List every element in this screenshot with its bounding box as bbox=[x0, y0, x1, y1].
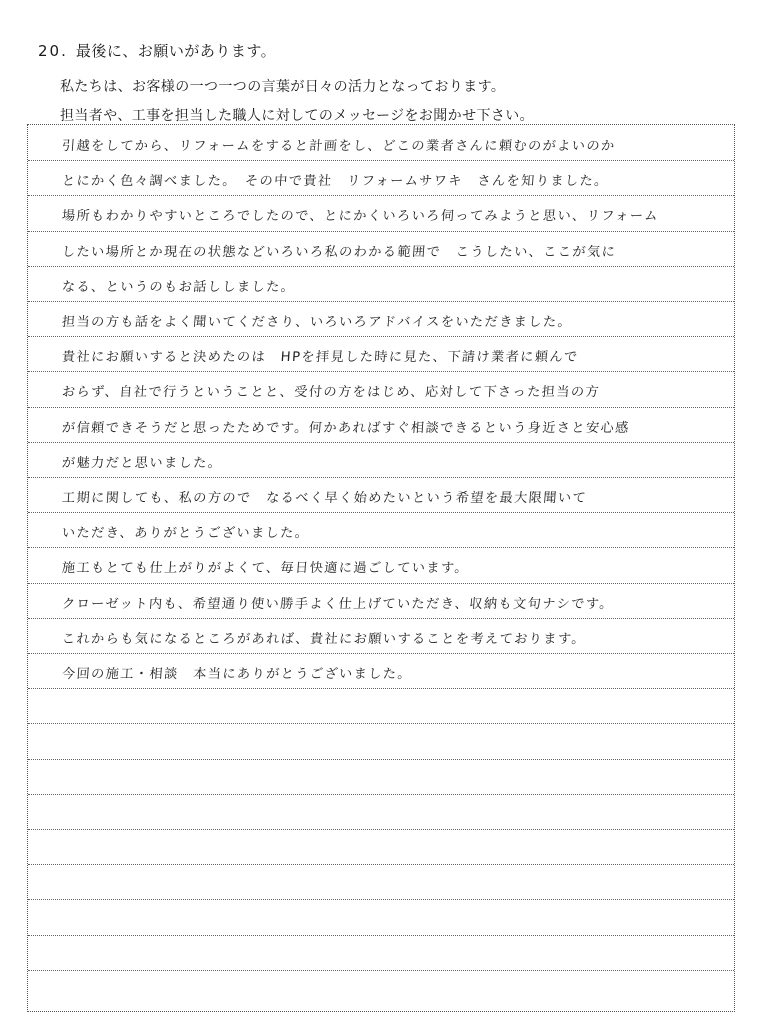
ruled-line bbox=[28, 653, 734, 654]
handwritten-line: 今回の施工・相談 本当にありがとうございました。 bbox=[61, 667, 413, 682]
ruled-line bbox=[28, 231, 734, 232]
handwritten-line: 工期に関しても、私の方ので なるべく早く始めたいという希望を最大限聞いて bbox=[61, 491, 588, 506]
ruled-line bbox=[28, 371, 734, 372]
question-intro-line-1: 私たちは、お客様の一つ一つの言葉が日々の活力となっております。 bbox=[60, 79, 506, 95]
handwritten-line: おらず、自社で行うということと、受付の方をはじめ、応対して下さった担当の方 bbox=[61, 385, 601, 401]
ruled-line bbox=[28, 829, 734, 830]
ruled-line bbox=[28, 759, 734, 760]
handwritten-line: 引越をしてから、リフォームをすると計画をし、どこの業者さんに頼むのがよいのか bbox=[61, 139, 617, 154]
question-number: 20. bbox=[38, 42, 68, 60]
ruled-line bbox=[28, 301, 734, 302]
ruled-line bbox=[28, 160, 734, 161]
handwritten-line: が魅力だと思いました。 bbox=[61, 455, 223, 471]
handwritten-line: 場所もわかりやすいところでしたので、とにかくいろいろ伺ってみようと思い、リフォーム bbox=[61, 209, 660, 225]
handwritten-line: したい場所とか現在の状態などいろいろ私のわかる範囲で こうしたい、ここが気に bbox=[61, 244, 617, 260]
ruled-line bbox=[28, 794, 734, 795]
ruled-line bbox=[28, 195, 734, 196]
handwritten-line: いただき、ありがとうございました。 bbox=[61, 526, 310, 542]
ruled-line bbox=[28, 688, 734, 689]
answer-area bbox=[27, 124, 735, 1012]
question-intro-line-2: 担当者や、工事を担当した職人に対してのメッセージをお聞かせ下さい。 bbox=[60, 108, 535, 124]
handwritten-line: これからも気になるところがあれば、貴社にお願いすることを考えております。 bbox=[61, 631, 587, 647]
handwritten-line: クローゼット内も、希望通り使い勝手よく仕上げていただき、収納も文句ナシです。 bbox=[61, 596, 615, 612]
question-title-line bbox=[38, 40, 276, 61]
handwritten-line: なる、というのもお話ししました。 bbox=[61, 279, 296, 295]
ruled-line bbox=[28, 442, 734, 443]
ruled-line bbox=[28, 583, 734, 584]
ruled-line bbox=[28, 935, 734, 936]
ruled-line bbox=[28, 618, 734, 619]
ruled-line bbox=[28, 970, 734, 971]
ruled-line bbox=[28, 723, 734, 724]
handwritten-line: とにかく色々調べました。 その中で貴社 リフォームサワキ さんを知りました。 bbox=[61, 174, 610, 190]
handwritten-line: が信頼できそうだと思ったためです。何かあればすぐ相談できるという身近さと安心感 bbox=[61, 420, 631, 436]
ruled-line bbox=[28, 512, 734, 513]
question-title: 最後に、お願いがあります。 bbox=[75, 42, 277, 60]
ruled-line bbox=[28, 477, 734, 478]
handwritten-line: 施工もとても仕上がりがよくて、毎日快適に過ごしています。 bbox=[61, 561, 470, 577]
ruled-line bbox=[28, 864, 734, 865]
handwritten-line: 担当の方も話をよく聞いてくださり、いろいろアドバイスをいただきました。 bbox=[61, 315, 573, 330]
ruled-line bbox=[28, 266, 734, 267]
ruled-line bbox=[28, 899, 734, 900]
ruled-line bbox=[28, 407, 734, 408]
ruled-line bbox=[28, 336, 734, 337]
handwritten-line: 貴社にお願いすると決めたのは HPを拝見した時に見た、下請け業者に頼んで bbox=[61, 350, 580, 366]
ruled-line bbox=[28, 547, 734, 548]
